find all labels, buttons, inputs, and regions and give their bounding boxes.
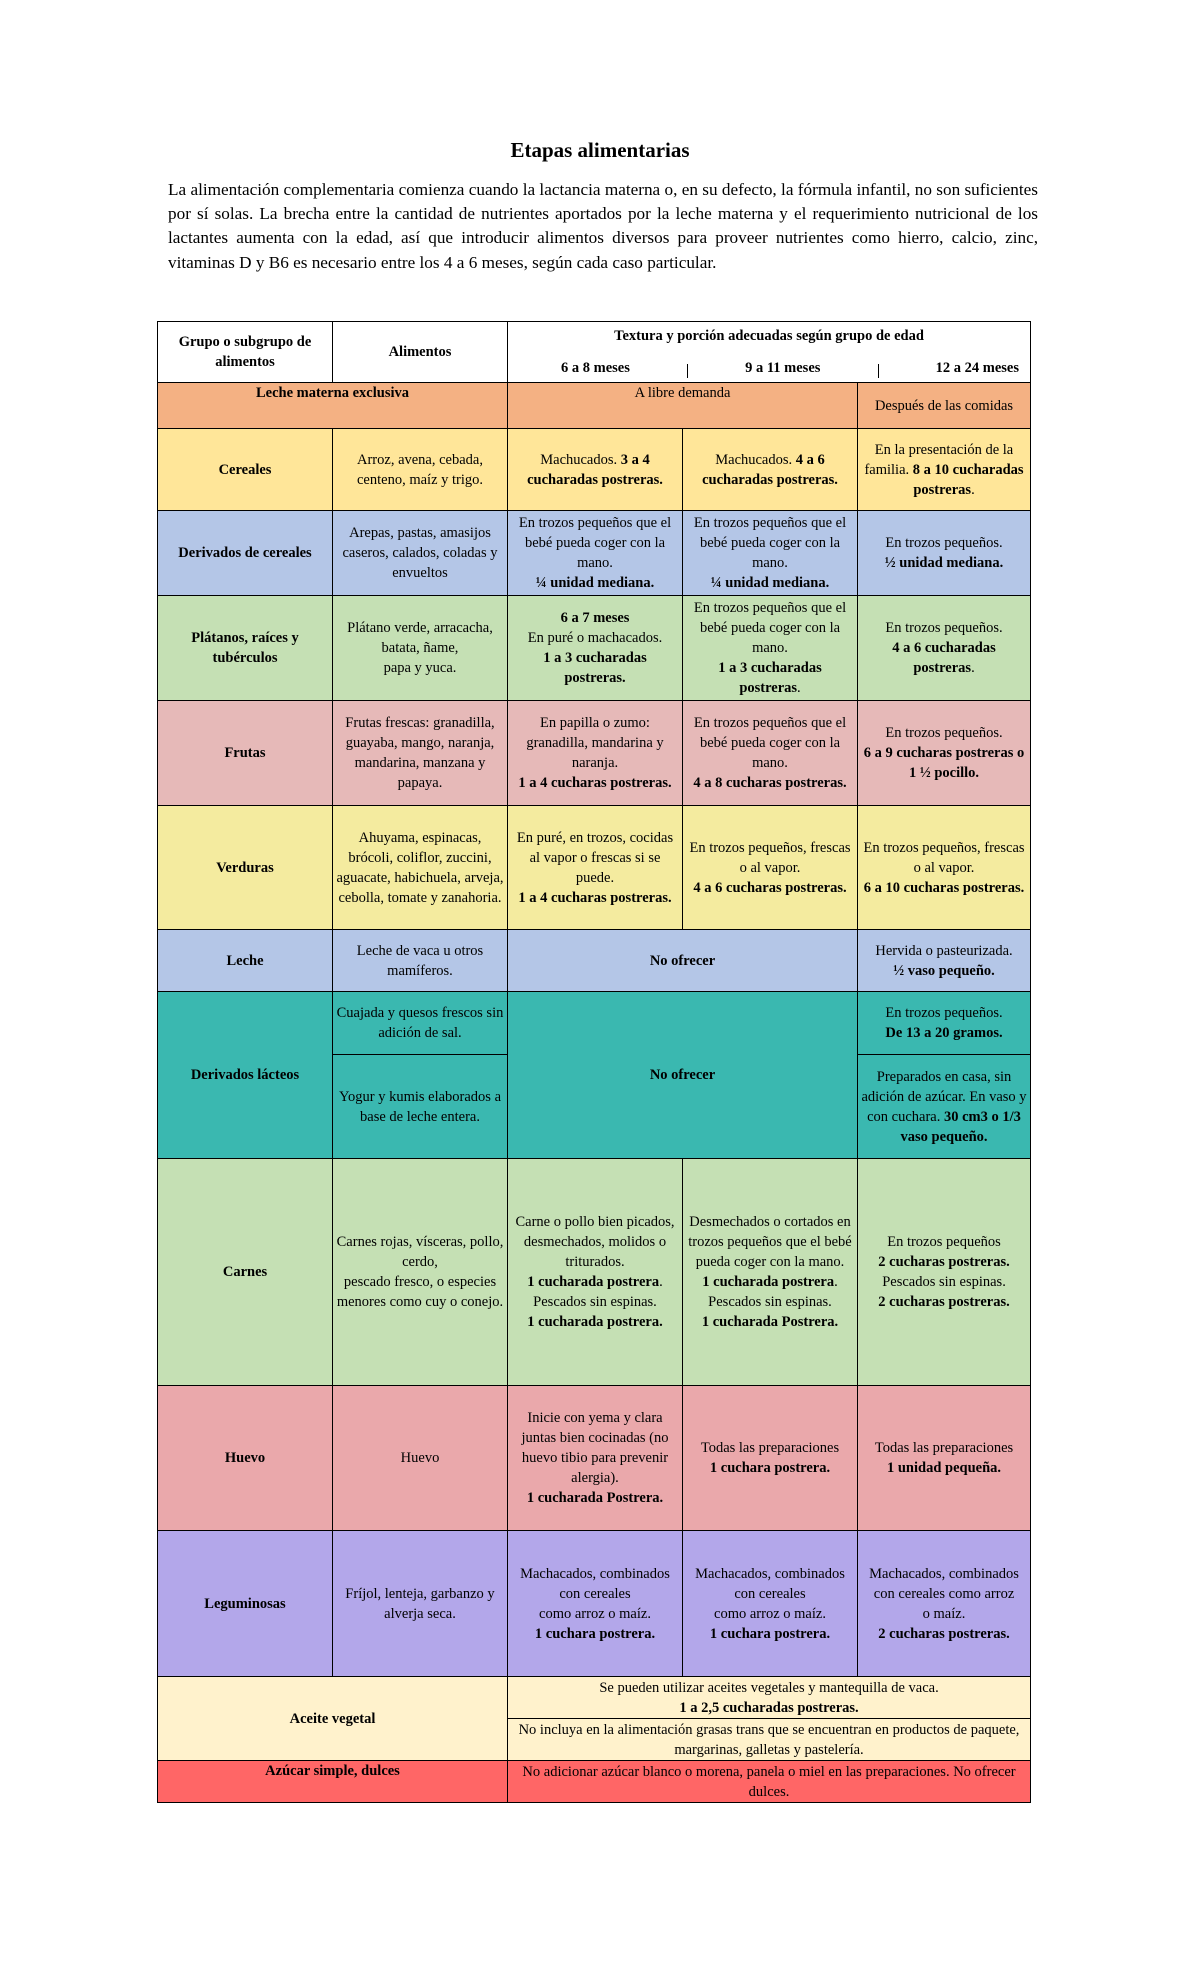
frutas-age1: En papilla o zumo: granadilla, mandarina y naranja. 1 a 4 cucharas postreras. bbox=[508, 701, 683, 806]
aceite-text-2: No incluya en la alimentación grasas trans que se encuentran en productos de paquete, margarinas, galletas y pastelería. bbox=[508, 1719, 1031, 1761]
verduras-age3: En trozos pequeños, frescas o al vapor. 6 a 10 cucharas postreras. bbox=[858, 806, 1031, 930]
huevo-age3: Todas las preparaciones 1 unidad pequeña. bbox=[858, 1386, 1031, 1531]
row-verduras bbox=[158, 806, 1031, 930]
table-header-row bbox=[158, 322, 1031, 383]
cereales-age3: En la presentación de la familia. 8 a 10 cucharadas postreras. bbox=[858, 429, 1031, 511]
group-huevo: Huevo bbox=[158, 1386, 333, 1531]
leguminosas-age2: Machacados, combinados con cereales como arroz o maíz. 1 cuchara postrera. bbox=[683, 1531, 858, 1677]
group-platanos: Plátanos, raíces y tubérculos bbox=[158, 596, 333, 701]
leguminosas-age1: Machacados, combinados con cereales como arroz o maíz. 1 cuchara postrera. bbox=[508, 1531, 683, 1677]
row-leche-materna bbox=[158, 383, 1031, 429]
lacteos-no-ofrecer: No ofrecer bbox=[508, 992, 858, 1159]
header-group: Grupo o subgrupo de alimentos bbox=[158, 322, 333, 383]
aceite-text-1: Se pueden utilizar aceites vegetales y mantequilla de vaca. 1 a 2,5 cucharadas postreras. bbox=[508, 1677, 1031, 1719]
lacteos-age3-1: En trozos pequeños. De 13 a 20 gramos. bbox=[858, 992, 1031, 1055]
row-platanos bbox=[158, 596, 1031, 701]
row-derivados-cereales bbox=[158, 511, 1031, 596]
age-separator bbox=[687, 364, 688, 378]
group-aceite: Aceite vegetal bbox=[158, 1677, 508, 1761]
foods-leche: Leche de vaca u otros mamíferos. bbox=[333, 930, 508, 992]
feeding-stages-table bbox=[157, 321, 1031, 1803]
header-texture bbox=[508, 322, 1031, 383]
group-carnes: Carnes bbox=[158, 1159, 333, 1386]
foods-derivados-lacteos-1: Cuajada y quesos frescos sin adición de sal. bbox=[333, 992, 508, 1055]
header-age-6-8: 6 a 8 meses bbox=[561, 360, 630, 376]
leche-age3: Hervida o pasteurizada. ½ vaso pequeño. bbox=[858, 930, 1031, 992]
group-azucar: Azúcar simple, dulces bbox=[158, 1761, 508, 1803]
carnes-age2: Desmechados o cortados en trozos pequeños que el bebé pueda coger con la mano. 1 cucharada postrera. Pescados sin espinas. 1 cucharada Postrera. bbox=[683, 1159, 858, 1386]
huevo-age1: Inicie con yema y clara juntas bien cocinadas (no huevo tibio para prevenir alergia). 1 cucharada Postrera. bbox=[508, 1386, 683, 1531]
lacteos-age3-2: Preparados en casa, sin adición de azúcar. En vaso y con cuchara. 30 cm3 o 1/3 vaso pequeño. bbox=[858, 1055, 1031, 1159]
header-texture-label: Textura y porción adecuadas según grupo de edad bbox=[614, 328, 924, 344]
frutas-age3: En trozos pequeños. 6 a 9 cucharas postreras o 1 ½ pocillo. bbox=[858, 701, 1031, 806]
page-title: Etapas alimentarias bbox=[510, 138, 690, 162]
group-verduras: Verduras bbox=[158, 806, 333, 930]
row-cereales bbox=[158, 429, 1031, 511]
huevo-age2: Todas las preparaciones 1 cuchara postrera. bbox=[683, 1386, 858, 1531]
cereales-age2: Machucados. 4 a 6 cucharadas postreras. bbox=[683, 429, 858, 511]
group-derivados-cereales: Derivados de cereales bbox=[158, 511, 333, 596]
foods-huevo: Huevo bbox=[333, 1386, 508, 1531]
verduras-age2: En trozos pequeños, frescas o al vapor. 4 a 6 cucharas postreras. bbox=[683, 806, 858, 930]
carnes-age1: Carne o pollo bien picados, desmechados, molidos o triturados. 1 cucharada postrera. Pescados sin espinas. 1 cucharada postrera. bbox=[508, 1159, 683, 1386]
row-derivados-lacteos-1 bbox=[158, 992, 1031, 1055]
derivados-age2: En trozos pequeños que el bebé pueda coger con la mano. ¼ unidad mediana. bbox=[683, 511, 858, 596]
intro-paragraph: La alimentación complementaria comienza cuando la lactancia materna o, en su defecto, la fórmula infantil, no son suficientes por sí solas. La brecha entre la cantidad de nutrientes aportados por la leche materna y el requerimiento nutricional de los lactantes aumenta con la edad, así que introducir alimentos diversos para proveer nutrientes como hierro, calcio, zinc, vitaminas D y B6 es necesario entre los 4 a 6 meses, según cada caso particular. bbox=[168, 180, 1038, 272]
header-age-9-11: 9 a 11 meses bbox=[745, 360, 821, 376]
verduras-age1: En puré, en trozos, cocidas al vapor o frescas si se puede. 1 a 4 cucharas postreras. bbox=[508, 806, 683, 930]
row-aceite-1 bbox=[158, 1677, 1031, 1719]
row-azucar bbox=[158, 1761, 1031, 1803]
foods-derivados-lacteos-2: Yogur y kumis elaborados a base de leche entera. bbox=[333, 1055, 508, 1159]
azucar-text: No adicionar azúcar blanco o morena, panela o miel en las preparaciones. No ofrecer dulces. bbox=[508, 1761, 1031, 1803]
foods-platanos: Plátano verde, arracacha, batata, ñame, papa y yuca. bbox=[333, 596, 508, 701]
header-age-12-24: 12 a 24 meses bbox=[935, 360, 1019, 376]
leche-no-ofrecer: No ofrecer bbox=[508, 930, 858, 992]
leguminosas-age3: Machacados, combinados con cereales como arroz o maíz. 2 cucharas postreras. bbox=[858, 1531, 1031, 1677]
leche-materna-after: Después de las comidas bbox=[858, 383, 1031, 429]
header-ages bbox=[511, 358, 1027, 378]
group-frutas: Frutas bbox=[158, 701, 333, 806]
row-leguminosas bbox=[158, 1531, 1031, 1677]
row-frutas bbox=[158, 701, 1031, 806]
derivados-age1: En trozos pequeños que el bebé pueda coger con la mano. ¼ unidad mediana. bbox=[508, 511, 683, 596]
group-leguminosas: Leguminosas bbox=[158, 1531, 333, 1677]
leche-materna-label: Leche materna exclusiva bbox=[158, 383, 508, 429]
group-derivados-lacteos: Derivados lácteos bbox=[158, 992, 333, 1159]
platanos-age1: 6 a 7 meses En puré o machacados. 1 a 3 cucharadas postreras. bbox=[508, 596, 683, 701]
foods-carnes: Carnes rojas, vísceras, pollo, cerdo, pescado fresco, o especies menores como cuy o conejo. bbox=[333, 1159, 508, 1386]
derivados-age3: En trozos pequeños. ½ unidad mediana. bbox=[858, 511, 1031, 596]
carnes-age3: En trozos pequeños 2 cucharas postreras. Pescados sin espinas. 2 cucharas postreras. bbox=[858, 1159, 1031, 1386]
age-separator bbox=[878, 364, 879, 378]
foods-verduras: Ahuyama, espinacas, brócoli, coliflor, zuccini, aguacate, habichuela, arveja, cebolla, tomate y zanahoria. bbox=[333, 806, 508, 930]
foods-frutas: Frutas frescas: granadilla, guayaba, mango, naranja, mandarina, manzana y papaya. bbox=[333, 701, 508, 806]
group-leche: Leche bbox=[158, 930, 333, 992]
platanos-age2: En trozos pequeños que el bebé pueda coger con la mano. 1 a 3 cucharadas postreras. bbox=[683, 596, 858, 701]
foods-derivados-cereales: Arepas, pastas, amasijos caseros, calados, coladas y envueltos bbox=[333, 511, 508, 596]
header-foods: Alimentos bbox=[333, 322, 508, 383]
leche-materna-demand: A libre demanda bbox=[508, 383, 858, 429]
foods-cereales: Arroz, avena, cebada, centeno, maíz y trigo. bbox=[333, 429, 508, 511]
cereales-age1: Machucados. 3 a 4 cucharadas postreras. bbox=[508, 429, 683, 511]
row-leche bbox=[158, 930, 1031, 992]
row-carnes bbox=[158, 1159, 1031, 1386]
foods-leguminosas: Fríjol, lenteja, garbanzo y alverja seca. bbox=[333, 1531, 508, 1677]
platanos-age3: En trozos pequeños. 4 a 6 cucharadas postreras. bbox=[858, 596, 1031, 701]
row-huevo bbox=[158, 1386, 1031, 1531]
group-cereales: Cereales bbox=[158, 429, 333, 511]
frutas-age2: En trozos pequeños que el bebé pueda coger con la mano. 4 a 8 cucharas postreras. bbox=[683, 701, 858, 806]
